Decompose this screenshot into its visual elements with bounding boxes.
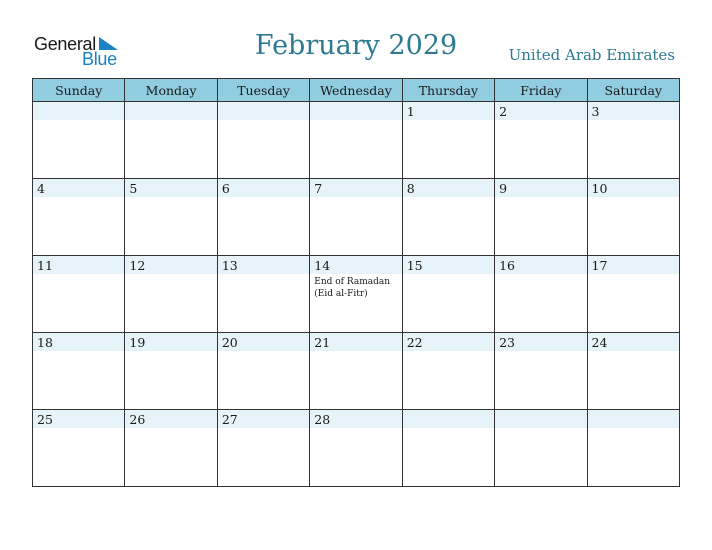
day-cell[interactable] xyxy=(33,256,125,333)
week-row xyxy=(33,333,680,410)
day-cell-band xyxy=(125,179,216,197)
day-number: 28 xyxy=(314,412,331,427)
day-cell-band xyxy=(588,102,679,120)
day-cell[interactable] xyxy=(587,179,679,256)
day-cell-band xyxy=(125,102,216,120)
day-cell[interactable] xyxy=(402,333,494,410)
day-cell[interactable] xyxy=(217,179,309,256)
day-cell[interactable] xyxy=(217,410,309,487)
day-cell[interactable] xyxy=(33,333,125,410)
day-number: 7 xyxy=(314,181,323,196)
day-number: 3 xyxy=(591,104,600,119)
week-row xyxy=(33,179,680,256)
day-number: 5 xyxy=(129,181,138,196)
day-number: 15 xyxy=(406,258,423,273)
weekday-header: Monday xyxy=(125,79,217,102)
day-cell-band xyxy=(33,179,124,197)
day-cell[interactable] xyxy=(33,102,125,179)
day-cell[interactable] xyxy=(495,102,587,179)
day-number: 12 xyxy=(129,258,146,273)
day-cell-band xyxy=(218,102,309,120)
day-number: 14 xyxy=(314,258,331,273)
day-cell[interactable] xyxy=(587,256,679,333)
day-cell[interactable] xyxy=(587,102,679,179)
day-number: 26 xyxy=(129,412,146,427)
day-cell-band xyxy=(588,410,679,428)
weekday-header: Sunday xyxy=(33,79,125,102)
holiday-label: End of Ramadan (Eid al-Fitr) xyxy=(314,277,391,299)
day-cell[interactable] xyxy=(310,410,402,487)
day-number: 10 xyxy=(591,181,608,196)
day-cell-band xyxy=(495,102,586,120)
day-cell-band xyxy=(310,102,401,120)
day-cell-band xyxy=(403,102,494,120)
day-number: 16 xyxy=(499,258,516,273)
day-cell[interactable] xyxy=(217,333,309,410)
day-number: 4 xyxy=(37,181,45,196)
day-cell[interactable] xyxy=(310,333,402,410)
page-title: February 2029 xyxy=(254,30,458,61)
day-cell[interactable] xyxy=(402,410,494,487)
week-row xyxy=(33,102,680,179)
day-number: 22 xyxy=(406,335,423,350)
day-number: 19 xyxy=(129,335,146,350)
day-cell-band xyxy=(33,102,124,120)
day-cell[interactable] xyxy=(125,179,217,256)
country-label: United Arab Emirates xyxy=(508,46,675,64)
day-cell-band xyxy=(403,410,494,428)
day-cell-band xyxy=(218,179,309,197)
day-cell[interactable] xyxy=(495,256,587,333)
day-number: 20 xyxy=(221,335,238,350)
calendar-body xyxy=(33,102,680,487)
day-cell[interactable] xyxy=(217,256,309,333)
weekday-header: Saturday xyxy=(587,79,679,102)
day-cell[interactable] xyxy=(125,333,217,410)
day-number: 27 xyxy=(221,412,238,427)
calendar-grid xyxy=(32,78,680,487)
day-cell[interactable] xyxy=(587,410,679,487)
day-number: 18 xyxy=(37,335,53,350)
weekday-header: Wednesday xyxy=(310,79,402,102)
day-cell[interactable] xyxy=(495,179,587,256)
day-cell[interactable] xyxy=(125,102,217,179)
day-cell-band xyxy=(495,410,586,428)
day-cell[interactable] xyxy=(310,256,402,333)
weekday-header: Tuesday xyxy=(217,79,309,102)
day-number: 25 xyxy=(37,412,53,427)
weekday-header: Friday xyxy=(495,79,587,102)
day-cell[interactable] xyxy=(33,410,125,487)
day-cell[interactable] xyxy=(402,179,494,256)
day-cell[interactable] xyxy=(310,102,402,179)
day-number: 11 xyxy=(37,258,53,273)
day-number: 23 xyxy=(499,335,516,350)
day-cell[interactable] xyxy=(495,333,587,410)
day-number: 8 xyxy=(406,181,415,196)
day-number: 17 xyxy=(591,258,608,273)
day-cell[interactable] xyxy=(310,179,402,256)
day-cell[interactable] xyxy=(495,410,587,487)
logo-text-general: General xyxy=(34,34,96,54)
day-cell[interactable] xyxy=(125,410,217,487)
day-number: 21 xyxy=(314,335,331,350)
day-cell[interactable] xyxy=(587,333,679,410)
day-cell[interactable] xyxy=(402,256,494,333)
day-number: 2 xyxy=(499,104,508,119)
day-cell-band xyxy=(403,179,494,197)
week-row xyxy=(33,410,680,487)
day-cell[interactable] xyxy=(33,179,125,256)
day-number: 1 xyxy=(406,104,415,119)
week-row xyxy=(33,256,680,333)
generalblue-logo xyxy=(34,34,124,70)
weekday-header-row xyxy=(33,79,680,102)
day-number: 13 xyxy=(221,258,238,273)
day-cell[interactable] xyxy=(125,256,217,333)
day-cell-band xyxy=(310,179,401,197)
day-number: 6 xyxy=(221,181,230,196)
weekday-header: Thursday xyxy=(402,79,494,102)
day-number: 24 xyxy=(591,335,608,350)
logo-text-blue: Blue xyxy=(82,49,117,69)
day-cell[interactable] xyxy=(217,102,309,179)
day-cell-band xyxy=(495,179,586,197)
day-number: 9 xyxy=(499,181,508,196)
day-cell[interactable] xyxy=(402,102,494,179)
